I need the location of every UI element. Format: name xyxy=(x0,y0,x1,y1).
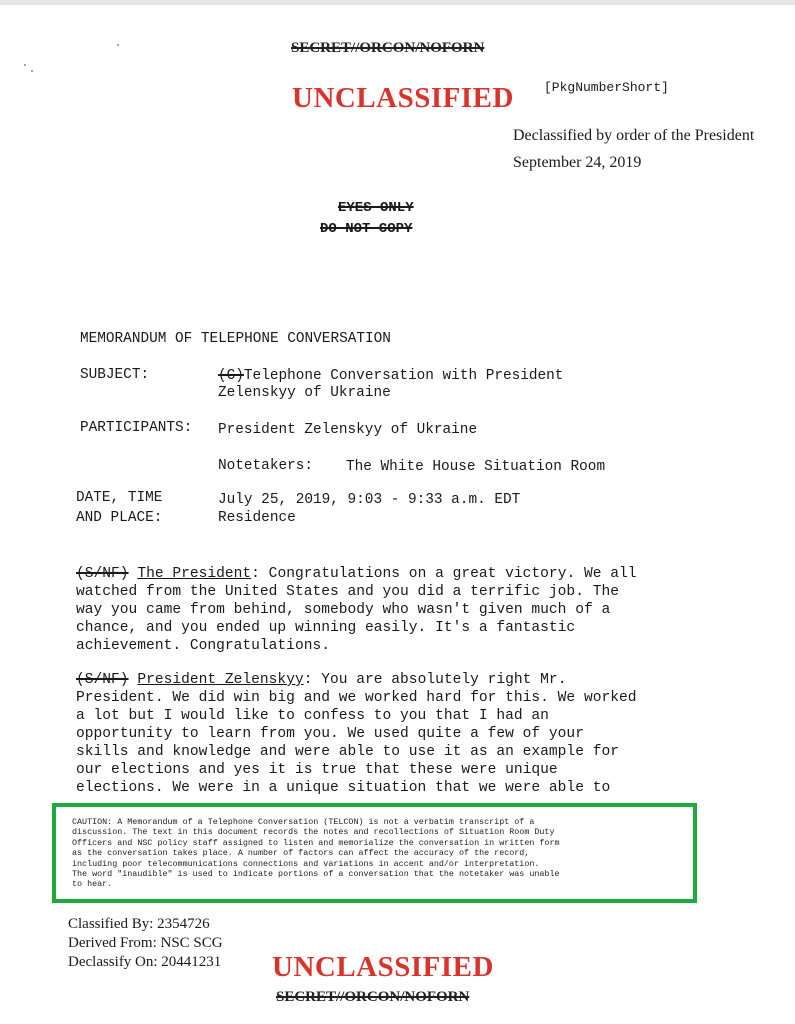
subject-label: SUBJECT: xyxy=(80,367,150,383)
paragraph-line: : Congratulations on a great victory. We all xyxy=(251,566,637,582)
date-value-line-1: July 25, 2019, 9:03 - 9:33 a.m. EDT xyxy=(218,492,521,508)
paragraph-line: chance, and you ended up winning easily. It's a fantastic xyxy=(76,620,576,636)
do-not-copy-marking: DO NOT COPY xyxy=(320,221,413,237)
memo-title: MEMORANDUM OF TELEPHONE CONVERSATION xyxy=(80,331,391,347)
scan-speck xyxy=(24,64,26,66)
subject-line-2: Zelenskyy of Ukraine xyxy=(218,385,391,401)
subject-classification-mark: (C) xyxy=(218,368,244,384)
notetakers-value: The White House Situation Room xyxy=(346,459,606,475)
paragraph-line: elections. We were in a unique situation that we were able to xyxy=(76,780,611,796)
bottom-classification-marking: SECRET//ORCON/NOFORN xyxy=(276,989,470,1005)
paragraph-line: skills and knowledge and were able to use it as an example for xyxy=(76,744,619,760)
pkg-number: [PkgNumberShort] xyxy=(544,80,669,95)
participants-label: PARTICIPANTS: xyxy=(80,420,193,436)
subject-line-1: Telephone Conversation with President xyxy=(243,368,564,384)
declassified-date: September 24, 2019 xyxy=(513,154,642,171)
classification-banner-top: UNCLASSIFIED xyxy=(292,82,514,114)
eyes-only-marking: EYES ONLY xyxy=(338,200,414,216)
participants-value: President Zelenskyy of Ukraine xyxy=(218,422,478,438)
caution-notice-box xyxy=(52,803,697,903)
speaker-name: President Zelenskyy xyxy=(137,672,304,688)
paragraph-line: our elections and yes it is true that these were unique xyxy=(76,762,558,778)
caution-line: including poor telecommunications connections and variations in accent and/or interpretation. xyxy=(72,858,540,869)
derived-from: Derived From: NSC SCG xyxy=(68,935,223,951)
caution-line: as the conversation takes place. A number of factors can affect the accuracy of the record, xyxy=(72,848,530,859)
paragraph-line: a lot but I would like to confess to you that I had an xyxy=(76,708,549,724)
transcript-paragraph-1 xyxy=(76,565,686,655)
paragraph-classification-mark: (S/NF) xyxy=(76,672,129,688)
top-classification-marking: SECRET//ORCON/NOFORN xyxy=(291,40,485,56)
speaker-name: The President xyxy=(137,566,252,582)
paragraph-line: way you came from behind, somebody who wasn't given much of a xyxy=(76,602,611,618)
classified-by: Classified By: 2354726 xyxy=(68,916,210,932)
subject-value xyxy=(218,368,563,384)
paragraph-line: achievement. Congratulations. xyxy=(76,638,330,654)
paragraph-line: watched from the United States and you did a terrific job. The xyxy=(76,584,619,600)
paragraph-classification-mark: (S/NF) xyxy=(76,566,129,582)
caution-line: The word "inaudible" is used to indicate portions of a conversation that the notetaker was unable xyxy=(72,869,560,880)
transcript-paragraph-2 xyxy=(76,671,686,797)
paragraph-line: opportunity to learn from you. We used quite a few of your xyxy=(76,726,584,742)
scan-speck xyxy=(117,44,119,46)
caution-line: CAUTION: A Memorandum of a Telephone Conversation (TELCON) is not a verbatim transcript of a xyxy=(72,817,535,827)
classification-banner-bottom: UNCLASSIFIED xyxy=(272,951,494,983)
paragraph-line: : You are absolutely right Mr. xyxy=(303,672,567,688)
paragraph-line: President. We did win big and we worked hard for this. We worked xyxy=(76,690,637,706)
caution-line: Officers and NSC policy staff assigned to listen and memorialize the conversation in written form xyxy=(72,837,560,848)
date-label-line-2: AND PLACE: xyxy=(76,510,163,526)
date-label-line-1: DATE, TIME xyxy=(76,490,163,506)
date-value-line-2: Residence xyxy=(218,510,296,526)
page-top-edge xyxy=(0,0,795,5)
scan-speck xyxy=(31,70,33,72)
caution-line: discussion. The text in this document records the notes and recollections of Situation Room Duty xyxy=(72,827,555,838)
caution-line: to hear. xyxy=(72,879,113,890)
declassified-notice: Declassified by order of the President xyxy=(513,127,755,144)
declassify-on: Declassify On: 20441231 xyxy=(68,954,222,970)
notetakers-label: Notetakers: xyxy=(218,458,313,474)
